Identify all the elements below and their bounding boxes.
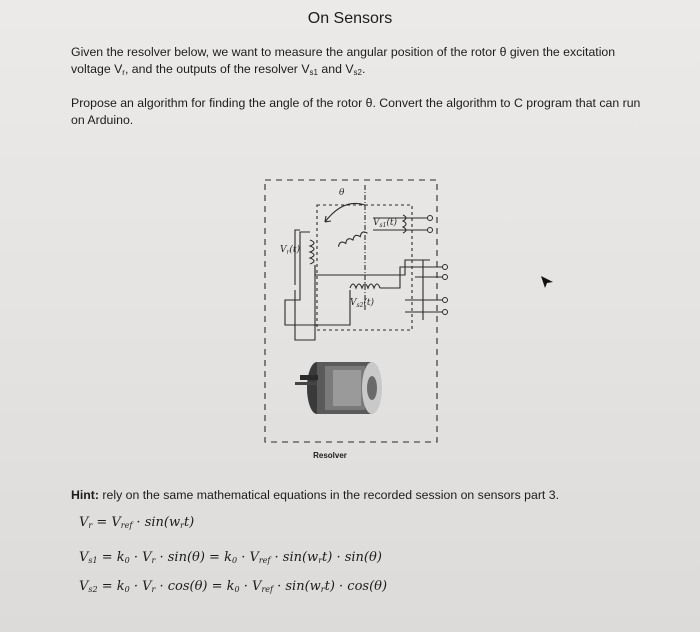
- problem-text-a: Given the resolver below, we want to measure the angular position of the rotor θ given the excitation voltage V: [71, 45, 616, 76]
- terminal-5: [443, 298, 448, 303]
- hint-text: [71, 488, 559, 502]
- arrow-cursor-icon: [540, 275, 554, 289]
- terminal-1: [428, 216, 433, 221]
- task-statement: Propose an algorithm for finding the angle of the rotor θ. Convert the algorithm to C program that can run on Arduino.: [71, 96, 641, 127]
- resolver-diagram: [255, 170, 470, 460]
- problem-statement: [71, 44, 651, 81]
- vs2-label: $V_{s2}(t)$: [350, 298, 375, 309]
- sub-r: r: [122, 68, 125, 77]
- terminal-6: [443, 310, 448, 315]
- equation-vs1: Vs1 = k0 · Vr · sin(θ) = k0 · Vref · sin(wrt) · sin(θ): [79, 550, 382, 565]
- hint-body: rely on the same mathematical equations in the recorded session on sensors part 3.: [99, 488, 560, 502]
- rotor-coil: [337, 231, 367, 247]
- resolver-figure: [255, 170, 470, 460]
- excitation-wiring-2: [295, 230, 300, 285]
- terminal-4: [443, 275, 448, 280]
- angle-arc: [325, 203, 365, 222]
- terminal-3: [443, 265, 448, 270]
- equation-vr: Vr = Vref · sin(wrt): [79, 515, 195, 530]
- equation-vs2: Vs2 = k0 · Vr · cos(θ) = k0 · Vref · sin(wrt) · cos(θ): [79, 579, 388, 594]
- problem-text-c: and V: [317, 62, 354, 76]
- problem-text-d: .: [362, 62, 366, 76]
- excitation-coil: [310, 240, 314, 264]
- ground-loop: [295, 265, 315, 340]
- sub-s1: s1: [309, 68, 318, 77]
- vs1-label: $V_{s1}(t)$: [373, 218, 398, 229]
- theta-label: θ: [339, 188, 345, 198]
- figure-caption: Resolver: [313, 451, 347, 460]
- resolver-photo: [295, 362, 382, 414]
- terminal-2: [428, 228, 433, 233]
- s2-wiring: [380, 267, 415, 288]
- hint-label: Hint:: [71, 488, 99, 502]
- problem-text-b: , and the outputs of the resolver V: [124, 62, 310, 76]
- vr-label: $V_r(t)$: [280, 245, 301, 256]
- page-title: On Sensors: [307, 10, 393, 27]
- sub-s2: s2: [353, 68, 362, 77]
